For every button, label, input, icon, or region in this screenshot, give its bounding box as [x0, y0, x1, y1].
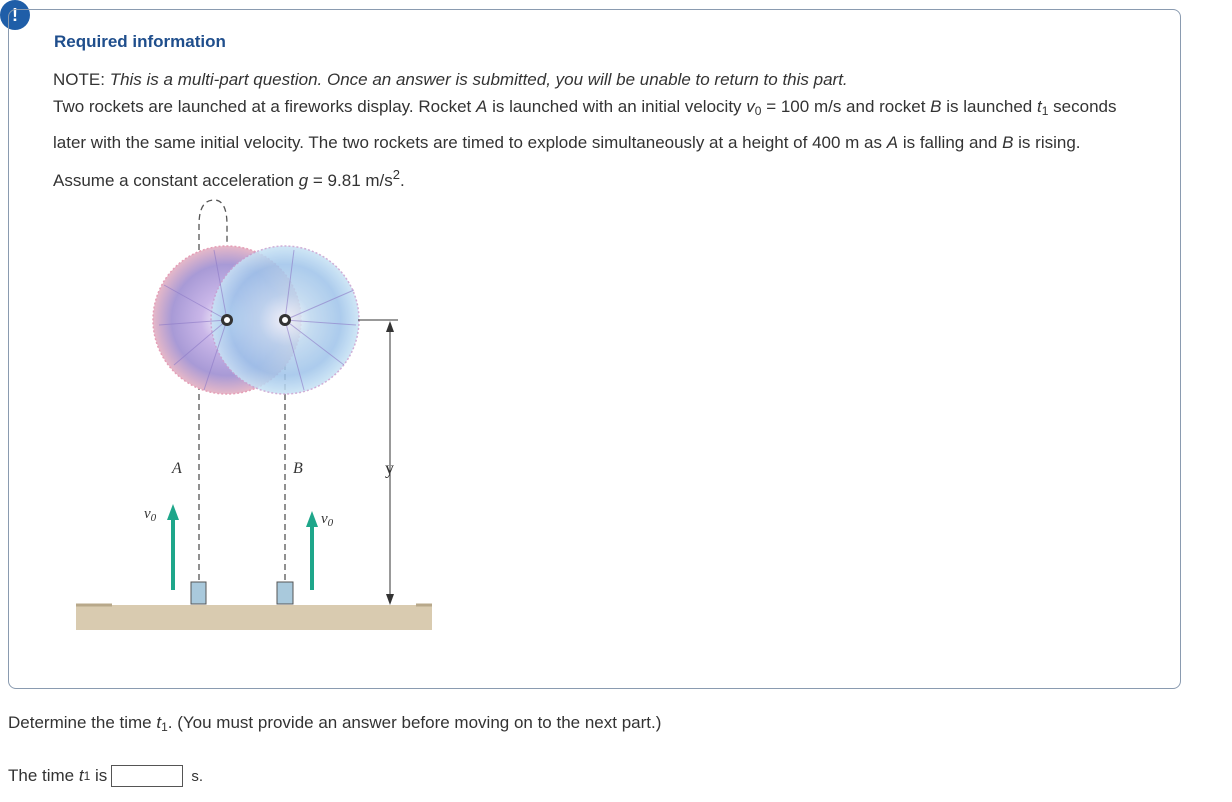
time-answer-input[interactable] [111, 765, 183, 787]
alert-icon: ! [0, 0, 30, 30]
ground [76, 605, 432, 630]
note-text: This is a multi-part question. Once an answer is submitted, you will be unable to return to this part. [109, 70, 848, 89]
note-label: NOTE: [53, 70, 105, 89]
question-text: Determine the time $t_1$. (You must provide an answer before moving on to the next part.) [8, 713, 662, 734]
label-y: y [385, 458, 394, 478]
info-title: Required information [54, 32, 226, 51]
label-b: B [293, 460, 303, 477]
answer-row: The time t 1 is s. [8, 766, 203, 785]
problem-statement: Two rockets are launched at a fireworks display. Rocket A is launched with an initial velocity $v_0 = 100$ m/s and rocket B is launched $t_1$ seconds later with the same initial velocity. The two rockets are timed to explode simultaneously at a height of 400 m as A is falling and B is rising. Assume a constant acceleration g = 9.81 $m/s^2$. [53, 97, 1117, 190]
launcher-b [277, 582, 293, 604]
launcher-a [191, 582, 206, 604]
label-a: A [172, 460, 182, 477]
label-v0-b: $v_0$ [321, 511, 334, 529]
label-v0-a: $v_0$ [144, 506, 157, 524]
velocity-arrow-a-icon [167, 504, 179, 520]
rockets-figure [64, 195, 444, 635]
unit-label: s. [191, 767, 203, 785]
velocity-arrow-b-icon [306, 511, 318, 527]
note-line [53, 69, 848, 90]
